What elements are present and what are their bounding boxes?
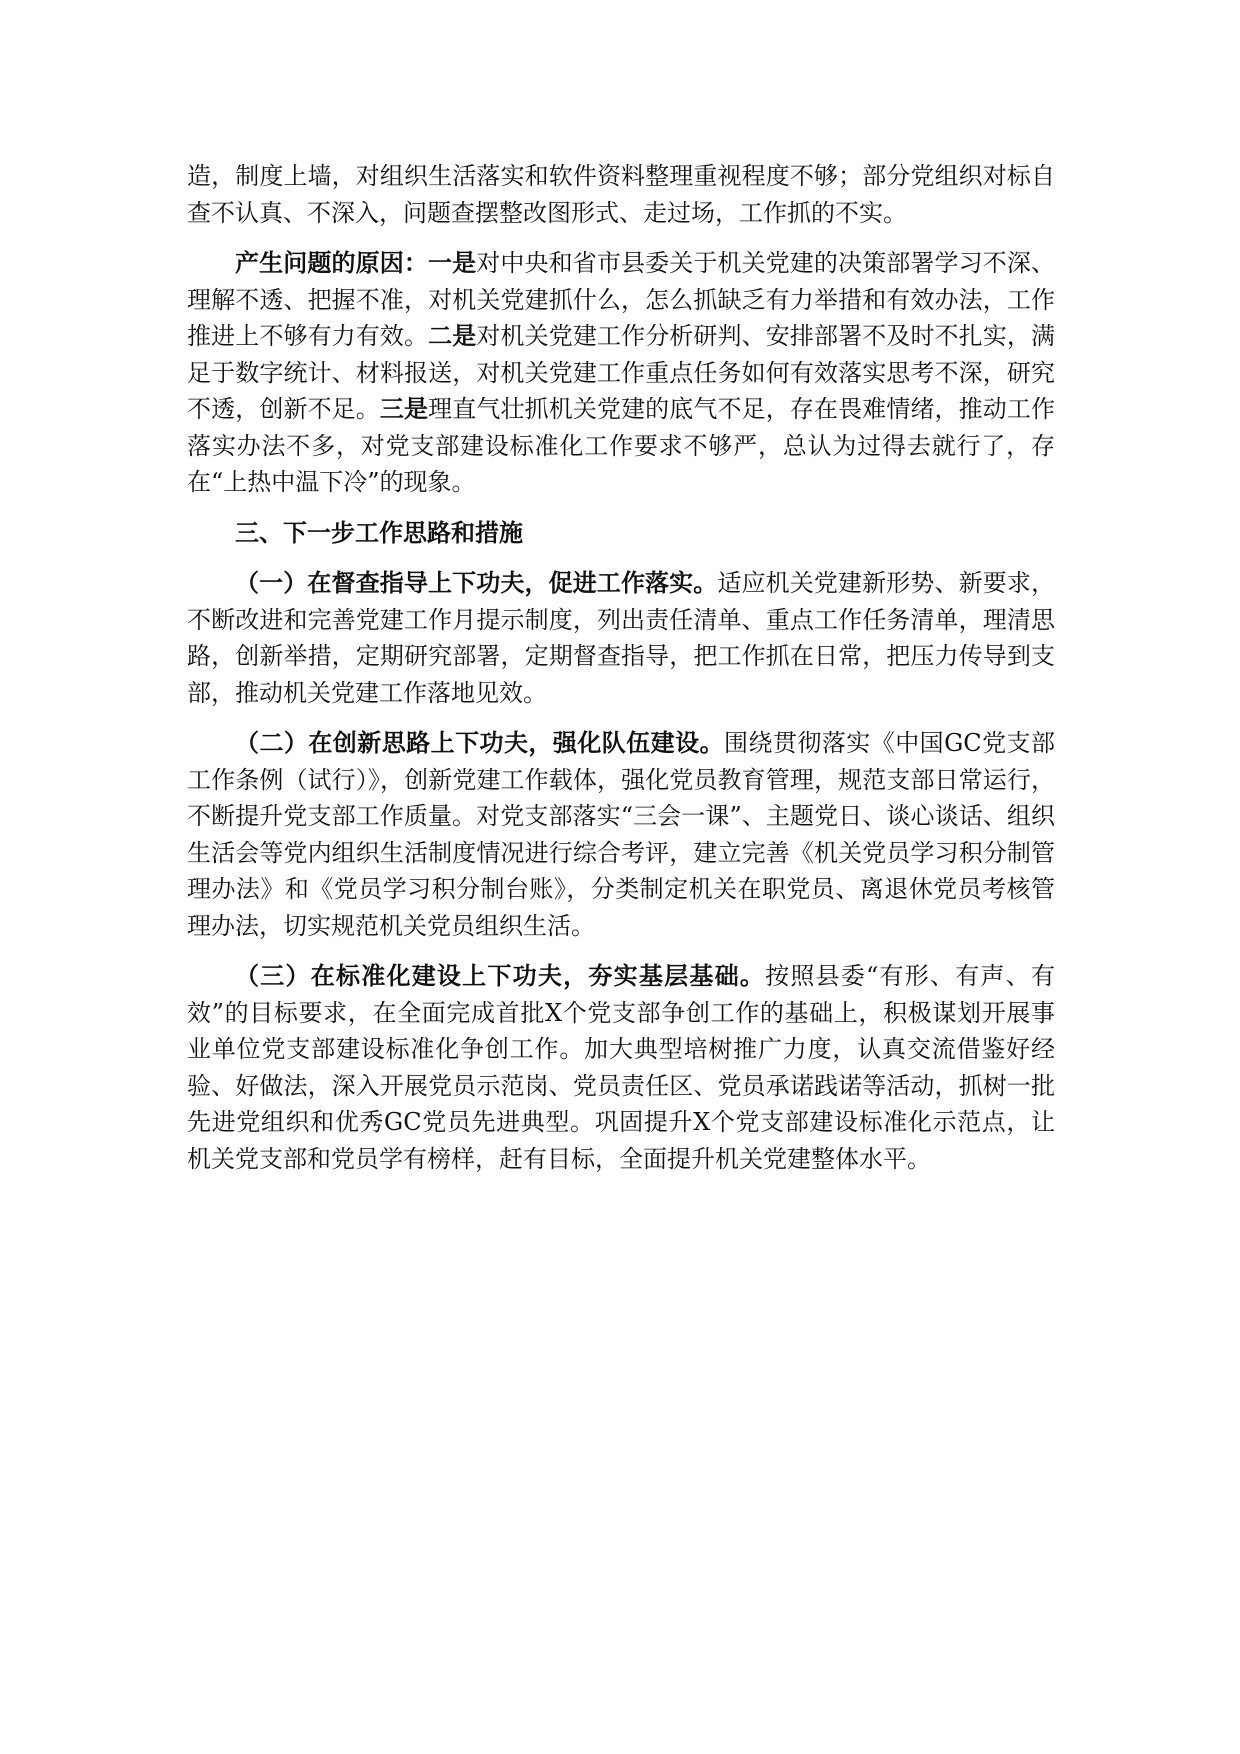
measure-3-body: 按照县委“有形、有声、有效”的目标要求，在全面完成首批X个党支部争创工作的基础上，积极谋划开展事业单位党支部建设标准化争创工作。加大典型培树推广力度，认真交流借鉴好经验、好做法，深入开展党员示范岗、党员责任区、党员承诺践诺等活动，抓树一批先进党组织和优秀GC党员先进典型。巩固提升X个党支部建设标准化示范点，让机关党支部和党员学有榜样，赶有目标，全面提升机关党建整体水平。 (187, 962, 1056, 1173)
cause-1-text: 对中央和省市县委关于机关党建的决策部署学习不深、理解不透、把握不准，对机关党建抓什么，怎么抓缺乏有力举措和有效办法，工作推进上不够有力有效。 (187, 249, 1056, 350)
measure-2 (187, 725, 1055, 944)
cause-3-label: 三是 (379, 394, 429, 423)
measure-2-title: （二）在创新思路上下功夫，强化队伍建设。 (235, 728, 725, 757)
paragraph-text: 造，制度上墙，对组织生活落实和软件资料整理重视程度不够；部分党组织对标自查不认真、不深入，问题查摆整改图形式、走过场，工作抓的不实。 (187, 162, 1055, 227)
cause-2-label: 二是 (428, 321, 477, 350)
section-heading: 三、下一步工作思路和措施 (235, 517, 523, 547)
document-page (187, 158, 1055, 1191)
cause-3-text: 理直气壮抓机关党建的底气不足，存在畏难情绪，推动工作落实办法不多，对党支部建设标准化工作要求不够严，总认为过得去就行了，存在“上热中温下冷”的现象。 (187, 395, 1056, 496)
paragraph-causes (187, 245, 1055, 501)
measure-3-title: （三）在标准化建设上下功夫，夯实基层基础。 (235, 961, 766, 990)
cause-1-label: 一是 (427, 248, 477, 277)
measure-1-body: 适应机关党建新形势、新要求，不断改进和完善党建工作月提示制度，列出责任清单、重点工作任务清单，理清思路，创新举措，定期研究部署，定期督查指导，把工作抓在日常，把压力传导到支部，推动机关党建工作落地见效。 (187, 569, 1056, 707)
measure-3 (187, 958, 1055, 1177)
measure-1 (187, 565, 1055, 711)
causes-lead: 产生问题的原因： (235, 248, 428, 277)
measure-1-title: （一）在督查指导上下功夫，促进工作落实。 (235, 568, 718, 597)
cause-2-text: 对机关党建工作分析研判、安排部署不及时不扎实，满足于数字统计、材料报送，对机关党建工作重点任务如何有效落实思考不深，研究不透，创新不足。 (187, 322, 1056, 423)
paragraph-continuation (187, 158, 1055, 231)
measure-2-body: 围绕贯彻落实《中国GC党支部工作条例（试行）》，创新党建工作载体，强化党员教育管理，规范支部日常运行，不断提升党支部工作质量。对党支部落实“三会一课”、主题党日、谈心谈话、组织生活会等党内组织生活制度情况进行综合考评，建立完善《机关党员学习积分制管理办法》和《党员学习积分制台账》，分类制定机关在职党员、离退休党员考核管理办法，切实规范机关党员组织生活。 (187, 729, 1056, 940)
